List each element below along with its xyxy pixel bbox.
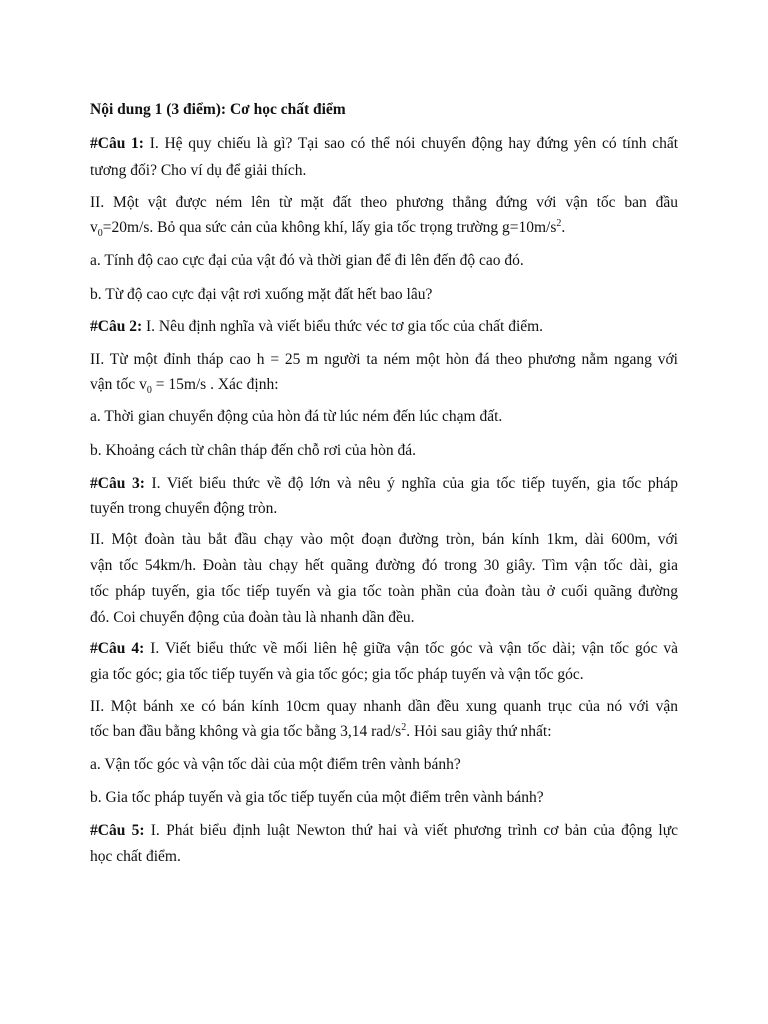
q5-line-2: học chất điểm. xyxy=(90,848,181,865)
q5-text: I. Phát biểu định luật Newton thứ hai và viết phương trình cơ bản của động lực xyxy=(144,822,678,839)
q2-part2-text-b: = 15m/s . Xác định: xyxy=(151,376,279,393)
q1-item-b: b. Từ độ cao cực đại vật rơi xuống mặt đất hết bao lâu? xyxy=(90,286,433,303)
q2-item-b: b. Khoảng cách từ chân tháp đến chỗ rơi của hòn đá. xyxy=(90,442,417,459)
section-heading: Nội dung 1 (3 điểm): Cơ học chất điểm xyxy=(90,101,346,118)
q1-text: I. Hệ quy chiếu là gì? Tại sao có thể nói chuyển động hay đứng yên có tính chất xyxy=(143,135,679,152)
q4-part2-text-a: tốc ban đầu bằng không và gia tốc bằng 3,14 rad/s xyxy=(90,723,402,740)
q1-line-2: tương đối? Cho ví dụ để giải thích. xyxy=(90,162,307,179)
q3-part2-line-4: đó. Coi chuyển động của đoàn tàu là nhanh dần đều. xyxy=(90,609,415,626)
q4-line-1 xyxy=(90,639,678,659)
q3-part2-line-2: vận tốc 54km/h. Đoàn tàu chạy hết quãng đường đó trong 30 giây. Tìm vận tốc dài, gia xyxy=(90,557,678,574)
q5-line-1 xyxy=(90,821,678,841)
q1-part2-line-1: II. Một vật được ném lên từ mặt đất theo phương thẳng đứng với vận tốc ban đầu xyxy=(90,194,678,211)
q4-part2-text-b: . Hỏi sau giây thứ nhất: xyxy=(406,723,552,740)
q3-text: I. Viết biểu thức về độ lớn và nêu ý nghĩa của gia tốc tiếp tuyến, gia tốc pháp xyxy=(144,475,678,492)
q2-label: #Câu 2: xyxy=(90,318,143,335)
q1-item-a: a. Tính độ cao cực đại của vật đó và thời gian để đi lên đến độ cao đó. xyxy=(90,252,524,269)
q4-superscript: 2 xyxy=(401,721,407,733)
q4-label: #Câu 4: xyxy=(90,640,145,657)
q4-text: I. Viết biểu thức về mối liên hệ giữa vận tốc góc và vận tốc dài; vận tốc góc và xyxy=(144,640,678,657)
q4-item-b: b. Gia tốc pháp tuyến và gia tốc tiếp tuyến của một điểm trên vành bánh? xyxy=(90,789,544,806)
q3-part2-line-3: tốc pháp tuyến, gia tốc tiếp tuyến và gia tốc toàn phần của đoàn tàu ở cuối quãng đường xyxy=(90,583,678,600)
q4-line-2: gia tốc góc; gia tốc tiếp tuyến và gia tốc góc; gia tốc pháp tuyến và vận tốc góc. xyxy=(90,666,584,683)
q3-line-2: tuyến trong chuyển động tròn. xyxy=(90,500,278,517)
q1-v-subscript: 0 xyxy=(97,228,103,240)
q3-part2-line-1: II. Một đoàn tàu bắt đầu chạy vào một đoạn đường tròn, bán kính 1km, dài 600m, với xyxy=(90,531,678,548)
q2-part2-text-a: vận tốc v xyxy=(90,376,147,393)
q2-item-a: a. Thời gian chuyển động của hòn đá từ lúc ném đến lúc chạm đất. xyxy=(90,408,503,425)
q2-line-1 xyxy=(90,317,678,337)
q5-label: #Câu 5: xyxy=(90,822,145,839)
q2-text: I. Nêu định nghĩa và viết biểu thức véc tơ gia tốc của chất điểm. xyxy=(142,318,544,335)
q3-label: #Câu 3: xyxy=(90,475,145,492)
q1-superscript: 2 xyxy=(556,217,562,229)
q1-v-symbol: v xyxy=(90,219,98,236)
q4-part2-line-1: II. Một bánh xe có bán kính 10cm quay nhanh dần đều xung quanh trục của nó với vận xyxy=(90,698,678,715)
q2-part2-line-1: II. Từ một đỉnh tháp cao h = 25 m người ta ném một hòn đá theo phương nằm ngang với xyxy=(90,351,678,368)
q4-part2-line-2 xyxy=(90,722,678,742)
q4-item-a: a. Vận tốc góc và vận tốc dài của một điểm trên vành bánh? xyxy=(90,756,461,773)
q1-label: #Câu 1: xyxy=(90,135,144,152)
q1-line-1 xyxy=(90,134,678,154)
q2-v-subscript: 0 xyxy=(146,385,152,397)
q3-line-1 xyxy=(90,474,678,494)
q2-part2-line-2 xyxy=(90,375,678,395)
q1-part2-end: . xyxy=(561,219,566,236)
q1-part2-text: =20m/s. Bỏ qua sức cản của không khí, lấy gia tốc trọng trường g=10m/s xyxy=(102,219,557,236)
q1-part2-line-2 xyxy=(90,218,678,238)
